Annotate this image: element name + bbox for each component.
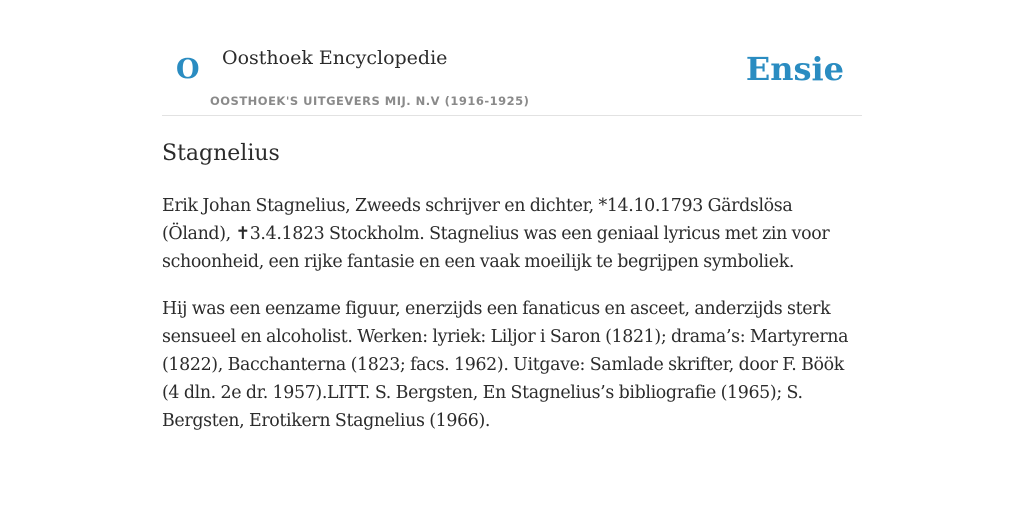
site-header [162,0,862,116]
article-paragraph: Erik Johan Stagnelius, Zweeds schrijver en dichter, *14.10.1793 Gärdslösa (Öland), ✝3.4.1823 Stockholm. Stagnelius was een geniaal lyricus met zin voor schoonheid, een rijke fantasie en een vaak moeilijk te begrijpen symboliek. [162,196,830,272]
ensie-logo-link[interactable]: Ensie [745,50,844,88]
publisher-subtitle: OOSTHOEK'S UITGEVERS MIJ. N.V (1916-1925) [210,94,530,108]
site-title-link[interactable]: Oosthoek Encyclopedie [222,47,448,69]
oosthoek-logo[interactable]: O [176,54,200,85]
article-paragraph: Hij was een eenzame figuur, enerzijds een fanaticus en asceet, anderzijds sterk sensueel en alcoholist. Werken: lyriek: Liljor i Saron (1821); drama’s: Martyrerna (1822), Bacchanterna (1823; facs. 1962). Uitgave: Samlade skrifter, door F. Böök (4 dln. 2e dr. 1957).LITT. S. Bergsten, En Stagnelius’s bibliografie (1965); S. Bergsten, Erotikern Stagnelius (1966). [162,299,849,431]
article-title: Stagnelius [162,141,280,166]
page-container [162,0,862,431]
